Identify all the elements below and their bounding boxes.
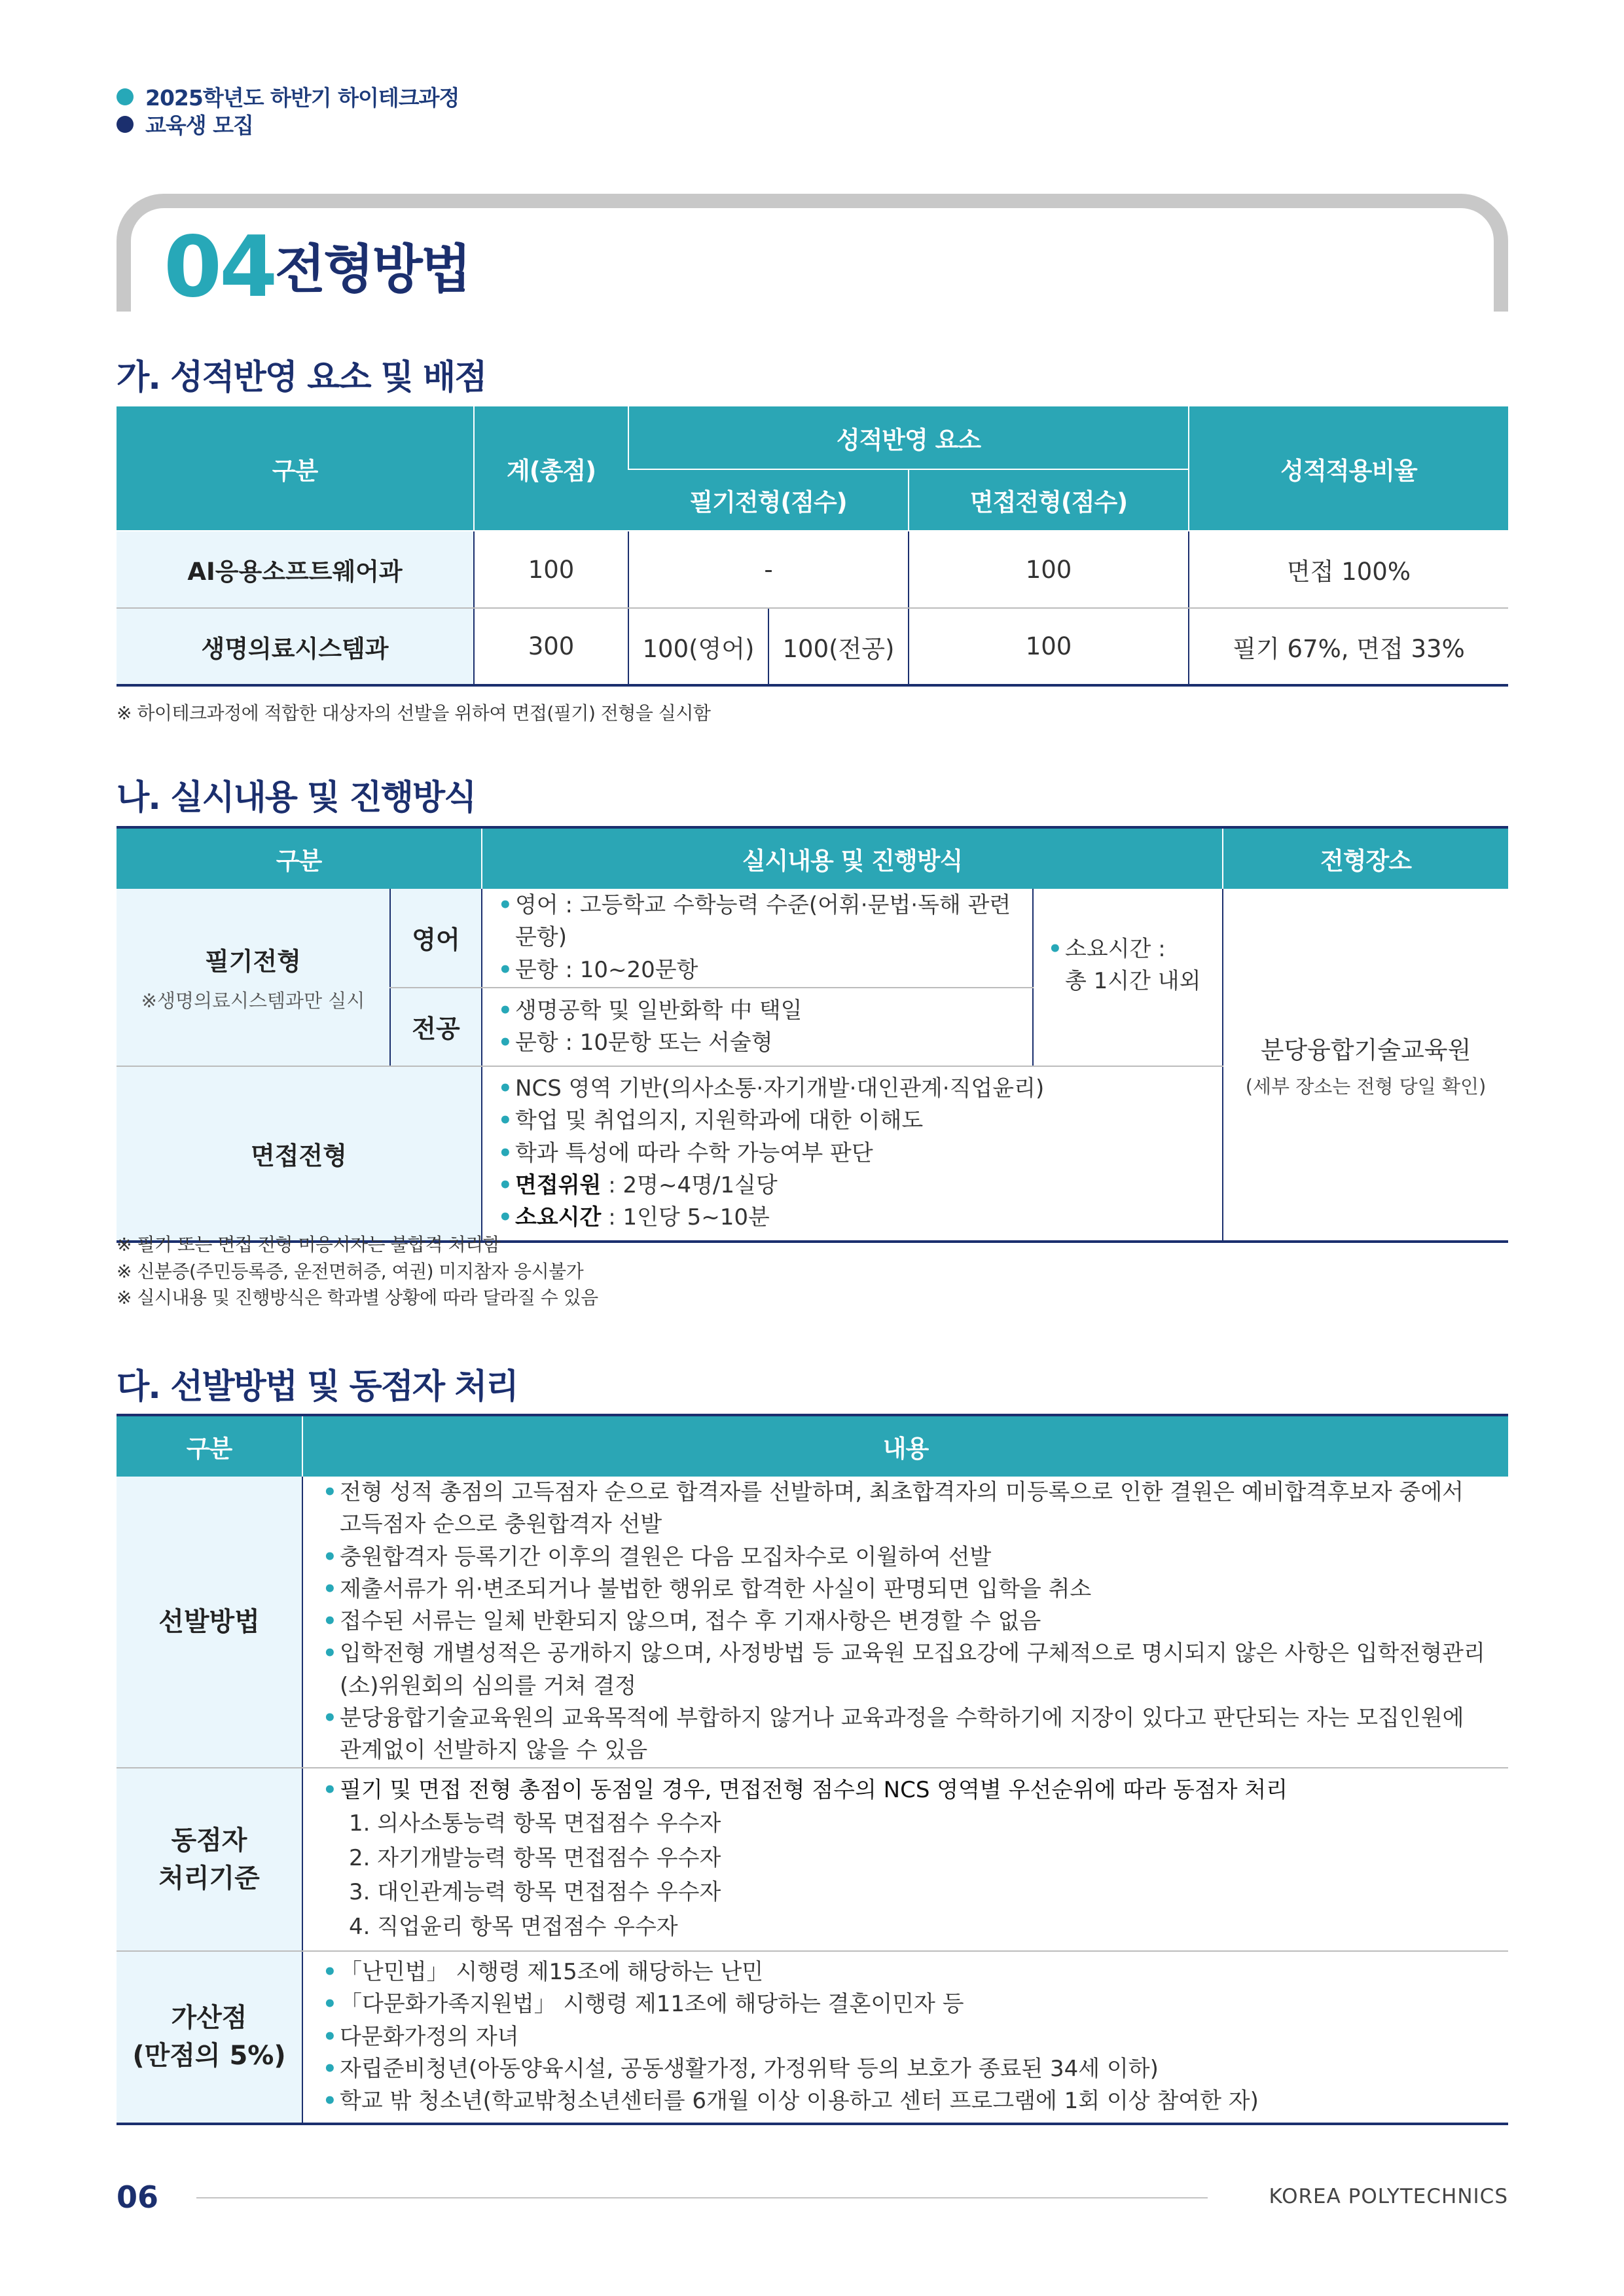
header-line-2	[117, 109, 253, 139]
list-item: • 학과 특성에 따라 수학 가능여부 판단	[497, 1138, 1221, 1170]
table-row	[117, 1477, 1508, 1768]
exam-place-name: 분당융합기술교육원	[1260, 1035, 1471, 1064]
score-header-elements: 성적반영 요소	[628, 406, 1189, 469]
list-item: • 학교 밖 청소년(학교밖청소년센터를 6개월 이상 이용하고 센터 프로그램에 1회 이상 참여한 자)	[321, 2085, 1491, 2117]
list-item: • 접수된 서류는 일체 반환되지 않으며, 접수 후 기재사항은 변경할 수 없음	[321, 1605, 1491, 1638]
total-score: 100	[474, 531, 628, 608]
section-title: 전형방법	[275, 239, 470, 300]
score-header-interview: 면접전형(점수)	[909, 469, 1189, 531]
selection-table	[117, 1414, 1508, 2125]
header-text-1: 2025학년도 하반기 하이테크과정	[145, 85, 460, 111]
header-line-1	[117, 81, 459, 112]
major-content	[482, 988, 1033, 1066]
exam-place-detail: (세부 장소는 전형 당일 확인)	[1245, 1075, 1487, 1098]
selection-method-content	[302, 1477, 1508, 1768]
table-row	[117, 1768, 1508, 1951]
list-item	[497, 1202, 1221, 1234]
procedure-header-content: 실시내용 및 진행방식	[482, 827, 1223, 889]
subsection-a-title: 가. 성적반영 요소 및 배점	[117, 358, 486, 397]
list-item: • 제출서류가 위·변조되거나 불법한 행위로 합격한 사실이 판명되면 입학을 취소	[321, 1573, 1491, 1605]
interview-time-label: 소요시간	[515, 1204, 602, 1231]
subsection-b-title: 나. 실시내용 및 진행방식	[117, 778, 476, 817]
score-header-category: 구분	[117, 406, 474, 531]
tie-break-content	[302, 1768, 1508, 1951]
score-ratio: 면접 100%	[1189, 531, 1508, 608]
list-item: • 학업 및 취업의지, 지원학과에 대한 이해도	[497, 1105, 1221, 1137]
section-number: 04	[164, 219, 276, 316]
list-item: • 「난민법」 시행령 제15조에 해당하는 난민	[321, 1956, 1491, 1988]
score-ratio: 필기 67%, 면접 33%	[1189, 608, 1508, 685]
dept-name: AI응용소프트웨어과	[117, 531, 474, 608]
table-row	[117, 608, 1508, 685]
written-score-major: 100(전공)	[768, 608, 909, 685]
tie-break-label-line1: 동점자	[171, 1825, 247, 1856]
interview-content	[482, 1066, 1223, 1242]
score-header-ratio: 성적적용비율	[1189, 406, 1508, 531]
teal-dot-icon	[117, 88, 134, 105]
bonus-label	[117, 1951, 302, 2124]
list-item: • NCS 영역 기반(의사소통·자기개발·대인관계·직업윤리)	[497, 1073, 1221, 1105]
interview-score: 100	[909, 608, 1189, 685]
note-line: ※ 필기 또는 면접 전형 미응시자는 불합격 처리함	[117, 1234, 501, 1255]
interview-time-value: : 1인당 5~10분	[601, 1204, 770, 1231]
subsection-a-note: ※ 하이테크과정에 적합한 대상자의 선발을 위하여 면접(필기) 전형을 실시함	[117, 702, 711, 724]
table-row	[117, 889, 1508, 988]
navy-dot-icon	[117, 116, 134, 133]
list-item: • 영어 : 고등학교 수학능력 수준(어휘·문법·독해 관련 문항)	[497, 889, 1032, 954]
written-score-english: 100(영어)	[628, 608, 768, 685]
procedure-header-place: 전형장소	[1223, 827, 1508, 889]
bonus-label-line2: (만점의 5%)	[132, 2041, 286, 2072]
page-number: 06	[117, 2179, 159, 2215]
written-exam-subnote: ※생명의료시스템과만 실시	[141, 989, 365, 1012]
list-item: 1. 의사소통능력 항목 면접점수 우수자	[349, 1810, 721, 1837]
header-text-2: 교육생 모집	[145, 113, 253, 138]
tie-break-label	[117, 1768, 302, 1951]
subsection-b-notes	[117, 1232, 598, 1312]
written-time	[1033, 889, 1223, 1066]
list-item: 3. 대인관계능력 항목 면접점수 우수자	[349, 1879, 721, 1906]
note-line: ※ 신분증(주민등록증, 운전면허증, 여권) 미지참자 응시불가	[117, 1260, 584, 1282]
selection-header-category: 구분	[117, 1415, 302, 1477]
dept-name: 생명의료시스템과	[117, 608, 474, 685]
score-header-written: 필기전형(점수)	[628, 469, 909, 531]
bonus-content	[302, 1951, 1508, 2124]
procedure-table	[117, 826, 1508, 1243]
interview-score: 100	[909, 531, 1189, 608]
subsection-c-title: 다. 선발방법 및 동점자 처리	[117, 1367, 518, 1407]
english-label: 영어	[390, 889, 482, 988]
list-item: • 입학전형 개별성적은 공개하지 않으며, 사정방법 등 교육원 모집요강에 구체적으로 명시되지 않은 사항은 입학전형관리(소)위원회의 심의를 거쳐 결정	[321, 1638, 1491, 1702]
score-table	[117, 406, 1508, 687]
footer-divider	[196, 2197, 1208, 2198]
list-item: • 생명공학 및 일반화학 中 택일	[497, 995, 1032, 1027]
note-line: ※ 실시내용 및 진행방식은 학과별 상황에 따라 달라질 수 있음	[117, 1287, 598, 1309]
written-exam-label	[117, 889, 390, 1066]
list-item: • 분당융합기술교육원의 교육목적에 부합하지 않거나 교육과정을 수학하기에 지장이 있다고 판단되는 자는 모집인원에 관계없이 선발하지 않을 수 있음	[321, 1702, 1491, 1767]
list-item: • 문항 : 10문항 또는 서술형	[497, 1027, 1032, 1059]
table-row	[117, 531, 1508, 608]
tie-break-lead: • 필기 및 면접 전형 총점이 동점일 경우, 면접전형 점수의 NCS 영역별 우선순위에 따라 동점자 처리	[321, 1774, 1491, 1806]
written-score: -	[628, 531, 909, 608]
interview-label: 면접전형	[117, 1066, 482, 1242]
total-score: 300	[474, 608, 628, 685]
list-item: • 문항 : 10~20문항	[497, 954, 1032, 986]
list-item: • 「다문화가족지원법」 시행령 제11조에 해당하는 결혼이민자 등	[321, 1988, 1491, 2020]
procedure-header-category: 구분	[117, 827, 482, 889]
list-item: • 전형 성적 총점의 고득점자 순으로 합격자를 선발하며, 최초합격자의 미등록으로 인한 결원은 예비합격후보자 중에서 고득점자 순으로 충원합격자 선발	[321, 1477, 1491, 1541]
list-item: 4. 직업윤리 항목 면접점수 우수자	[349, 1914, 678, 1940]
written-time-line1: • 소요시간 :	[1047, 933, 1221, 965]
tie-break-label-line2: 처리기준	[158, 1863, 260, 1893]
score-header-total: 계(총점)	[474, 406, 628, 531]
major-label: 전공	[390, 988, 482, 1066]
selection-header-content: 내용	[302, 1415, 1508, 1477]
exam-place	[1223, 889, 1508, 1242]
list-item: • 다문화가정의 자녀	[321, 2021, 1491, 2053]
list-item	[497, 1170, 1221, 1202]
bonus-label-line1: 가산점	[171, 2003, 247, 2034]
list-item: • 충원합격자 등록기간 이후의 결원은 다음 모집차수로 이월하여 선발	[321, 1541, 1491, 1573]
list-item: • 자립준비청년(아동양육시설, 공동생활가정, 가정위탁 등의 보호가 종료된 34세 이하)	[321, 2053, 1491, 2085]
english-content	[482, 889, 1033, 988]
footer-brand: KOREA POLYTECHNICS	[1269, 2185, 1508, 2208]
table-row	[117, 1951, 1508, 2124]
panel-label: 면접위원	[515, 1172, 602, 1199]
written-exam-title: 필기전형	[205, 946, 301, 976]
written-time-line2: 총 1시간 내외	[1065, 968, 1201, 995]
list-item: 2. 자기개발능력 항목 면접점수 우수자	[349, 1844, 721, 1871]
panel-value: : 2명~4명/1실당	[601, 1172, 778, 1199]
selection-method-label: 선발방법	[117, 1477, 302, 1768]
